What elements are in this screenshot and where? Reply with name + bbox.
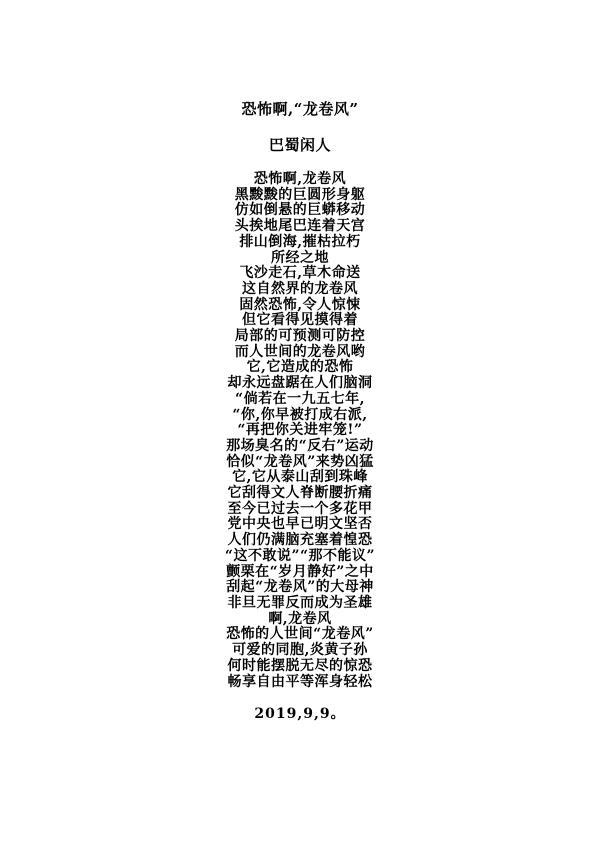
poem-line: “你,你早被打成右派, — [232, 406, 368, 423]
poem-date: 2019,9,9。 — [254, 706, 346, 723]
poem-line: 那场臭名的“反右”运动 — [226, 437, 374, 454]
poem-line: “再把你关进牢笼!” — [237, 422, 363, 439]
poem-line: 这自然界的龙卷风 — [242, 280, 358, 297]
poem-line: 但它看得见摸得着 — [242, 312, 358, 329]
poem-line: 局部的可预测可防控 — [234, 328, 366, 345]
poem-author: 巴蜀闲人 — [268, 136, 331, 154]
poem-line: 黑黢黢的巨圆形身躯 — [234, 186, 366, 203]
poem-line: 人们仍满脑充塞着惶恐 — [227, 532, 373, 549]
poem-line: 恰似“龙卷风”来势凶猛 — [226, 453, 374, 470]
poem-line: 仿如倒悬的巨蟒移动 — [234, 202, 366, 219]
poem-line: 却永远盘踞在人们脑洞 — [227, 375, 373, 392]
poem-line: 非旦无罪反而成为圣雄 — [227, 594, 373, 611]
poem-line: 排山倒海,摧枯拉朽 — [239, 233, 361, 250]
poem-line: 头挨地尾巴连着天宫 — [234, 218, 366, 235]
poem-line: 啊,龙卷风 — [268, 610, 332, 627]
poem-line: 恐怖啊,龙卷风 — [253, 171, 347, 187]
poem-line: 飞沙走石,草木命送 — [239, 265, 361, 282]
poem-line: “倘若在一九五七年, — [235, 390, 365, 407]
poem-title: 恐怖啊,“龙卷风” — [241, 100, 359, 118]
poem-line: 可爱的同胞,炎黄子孙 — [232, 642, 368, 659]
poem-line: 固然恐怖,令人惊悚 — [239, 296, 361, 313]
poem-line: 畅享自由平等浑身轻松 — [227, 673, 373, 690]
poem-line: 它,它造成的恐怖 — [246, 359, 354, 376]
poem-line: 而人世间的龙卷风哟 — [234, 343, 366, 360]
poem-line: 刮起“龙卷风”的大母神 — [226, 579, 374, 596]
poem-line: 党中央也早已明文坚否 — [227, 516, 373, 533]
poem-line: 所经之地 — [271, 249, 329, 266]
poem-line: 恐怖的人世间“龙卷风” — [226, 626, 374, 643]
poem-line: 何时能摆脱无尽的惊恐 — [227, 657, 373, 674]
poem-line: 颤栗在“岁月静好”之中 — [226, 563, 374, 580]
poem-line: 它刮得文人脊断腰折痛 — [227, 485, 373, 502]
poem-line: “这不敢说”“那不能议” — [224, 547, 376, 564]
poem-line: 至今已过去一个多花甲 — [227, 500, 373, 517]
poem-line: 它,它从泰山刮到珠峰 — [232, 469, 368, 486]
poem-body — [0, 172, 600, 690]
